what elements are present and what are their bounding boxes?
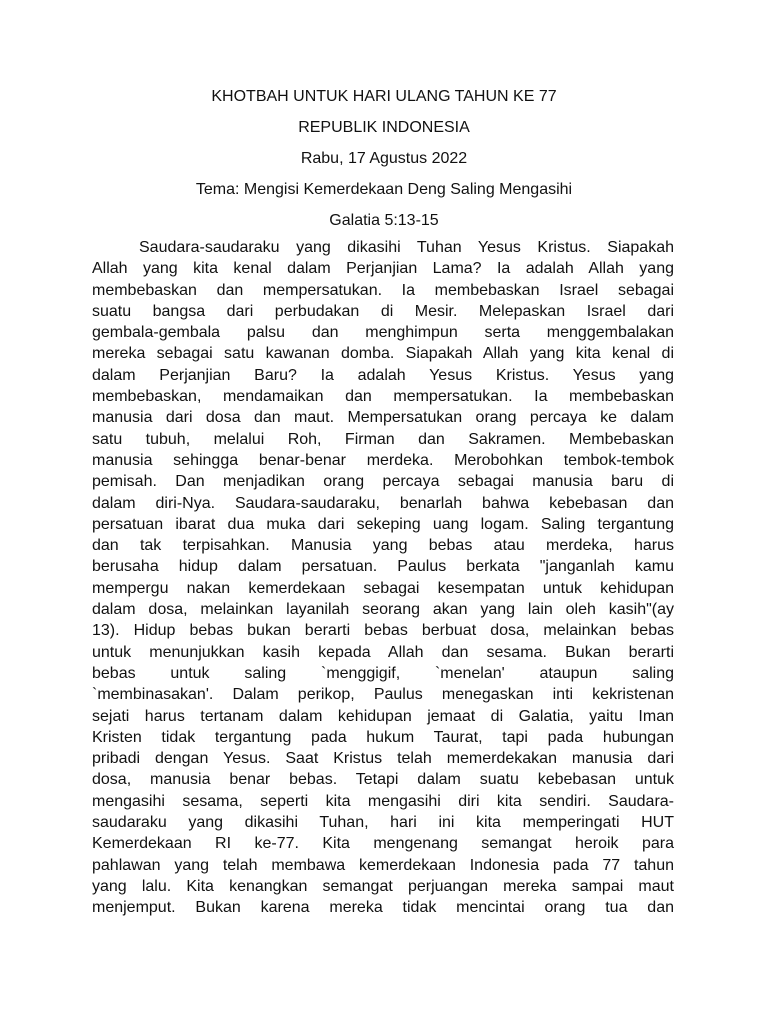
body-line: dalam Perjanjian Baru? Ia adalah Yesus Kristus. Yesus yang — [92, 366, 674, 384]
scripture-reference: Galatia 5:13-15 — [329, 212, 439, 229]
body-line: dosa, manusia benar bebas. Tetapi dalam suatu kebebasan untuk — [92, 771, 674, 789]
body-line: Saudara-saudaraku yang dikasihi Tuhan Yesus Kristus. Siapakah — [139, 239, 674, 256]
sermon-subtitle: REPUBLIK INDONESIA — [298, 119, 470, 136]
body-line: `membinasakan'. Dalam perikop, Paulus menegaskan inti kekristenan — [92, 686, 674, 704]
body-line: manusia dari dosa dan maut. Mempersatukan orang percaya ke dalam — [92, 409, 674, 427]
body-line: mereka sebagai satu kawanan domba. Siapakah Allah yang kita kenal di — [92, 345, 674, 363]
body-line: Allah yang kita kenal dalam Perjanjian Lama? Ia adalah Allah yang — [92, 260, 674, 278]
body-line: mempergu nakan kemerdekaan sebagai kesempatan untuk kehidupan — [92, 579, 674, 597]
sermon-body-paragraph — [92, 237, 674, 919]
body-line: pahlawan yang telah membawa kemerdekaan Indonesia pada 77 tahun — [92, 856, 674, 874]
body-line: persatuan ibarat dua muka dari sekeping uang logam. Saling tergantung — [92, 515, 674, 533]
body-line: saudaraku yang dikasihi Tuhan, hari ini kita memperingati HUT — [92, 814, 674, 832]
body-line: pemisah. Dan menjadikan orang percaya sebagai manusia baru di — [92, 473, 674, 491]
body-line: sejati harus tertanam dalam kehidupan jemaat di Galatia, yaitu Iman — [92, 707, 674, 725]
body-line: satu tubuh, melalui Roh, Firman dan Sakramen. Membebaskan — [92, 430, 674, 448]
body-line: untuk menunjukkan kasih kepada Allah dan sesama. Bukan berarti — [92, 643, 674, 661]
body-line: 13). Hidup bebas bukan berarti bebas berbuat dosa, melainkan bebas — [92, 622, 674, 640]
body-line: yang lalu. Kita kenangkan semangat perjuangan mereka sampai maut — [92, 877, 674, 895]
body-line: manusia sehingga benar-benar merdeka. Merobohkan tembok-tembok — [92, 451, 674, 469]
sermon-title: KHOTBAH UNTUK HARI ULANG TAHUN KE 77 — [211, 88, 557, 105]
body-line: Kemerdekaan RI ke-77. Kita mengenang semangat heroik para — [92, 835, 674, 853]
body-line: gembala-gembala palsu dan menghimpun serta menggembalakan — [92, 324, 674, 342]
body-line: pribadi dengan Yesus. Saat Kristus telah memerdekakan manusia dari — [92, 750, 674, 768]
body-line: suatu bangsa dari perbudakan di Mesir. Melepaskan Israel dari — [92, 302, 674, 320]
body-line: dalam dosa, melainkan layanilah seorang akan yang lain oleh kasih"(ay — [92, 601, 674, 619]
body-line: mengasihi sesama, seperti kita mengasihi diri kita sendiri. Saudara- — [92, 792, 674, 810]
body-line: berusaha hidup dalam persatuan. Paulus berkata "janganlah kamu — [92, 558, 674, 576]
body-line: Kristen tidak tergantung pada hukum Taurat, tapi pada hubungan — [92, 728, 674, 746]
body-line: menjemput. Bukan karena mereka tidak mencintai orang tua dan — [92, 899, 674, 917]
body-line: membebaskan, mendamaikan dan mempersatukan. Ia membebaskan — [92, 388, 674, 406]
body-line: dan tak terpisahkan. Manusia yang bebas atau merdeka, harus — [92, 537, 674, 555]
body-line: bebas untuk saling `menggigif, `menelan' ataupun saling — [92, 664, 674, 682]
body-line: membebaskan dan mempersatukan. Ia membebaskan Israel sebagai — [92, 281, 674, 299]
sermon-theme: Tema: Mengisi Kemerdekaan Deng Saling Mengasihi — [195, 181, 573, 198]
sermon-date: Rabu, 17 Agustus 2022 — [300, 150, 468, 167]
body-line: dalam diri-Nya. Saudara-saudaraku, benarlah bahwa kebebasan dan — [92, 494, 674, 512]
